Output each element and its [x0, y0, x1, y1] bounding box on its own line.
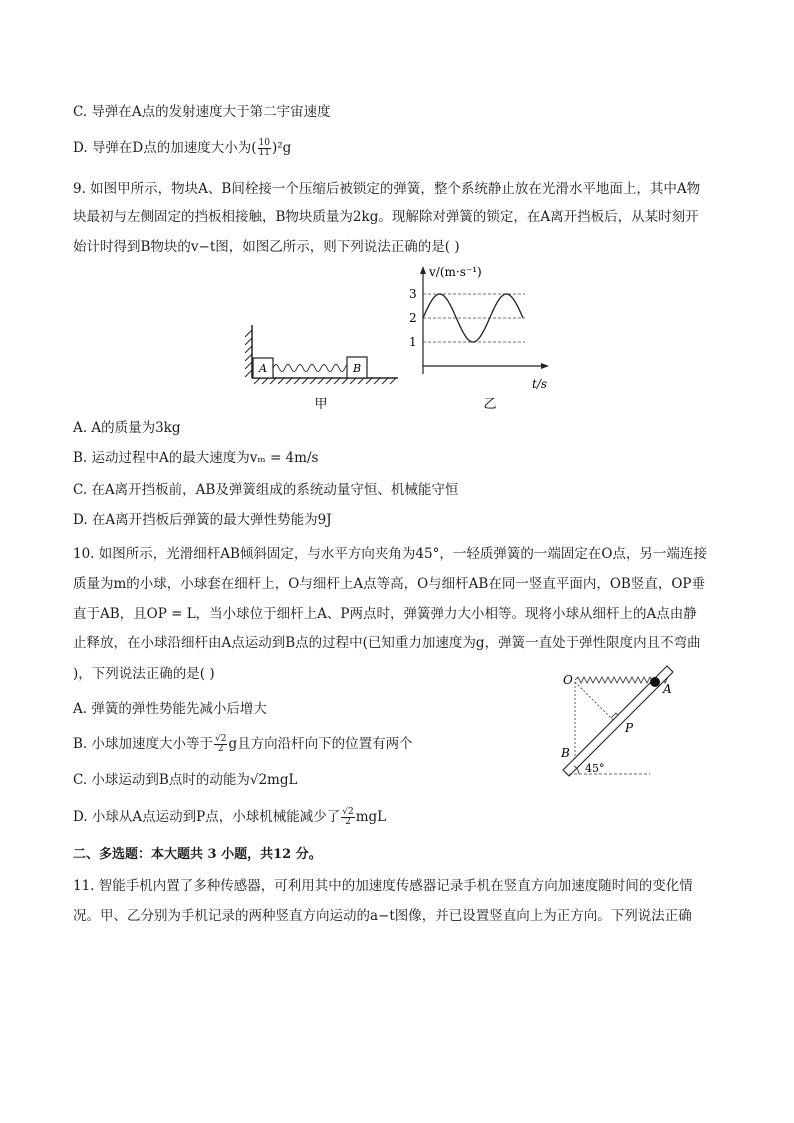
- q10-option-b-suffix: g且方向沿杆向下的位置有两个: [228, 736, 413, 752]
- q10-stem-line-1: 10. 如图所示，光滑细杆AB倾斜固定，与水平方向夹角为45°，一轻质弹簧的一端固定在O点，另一端连接: [73, 546, 707, 562]
- q8-option-d-fraction: [258, 139, 271, 158]
- section-heading-multiple-choice: 二、多选题：本大题共 3 小题，共12 分。: [73, 847, 322, 862]
- q10-stem-line-2: 质量为m的小球，小球套在细杆上，O与细杆上A点等高，O与细杆AB在同一竖直平面内，OB竖直，OP垂: [73, 576, 705, 592]
- y-tick-label-3: 3: [409, 287, 417, 301]
- q10-option-c: C. 小球运动到B点时的动能为√2mgL: [73, 772, 298, 788]
- y-axis-label: v/(m·s⁻¹): [429, 265, 482, 279]
- q8-fraction-denominator: 11: [258, 148, 270, 158]
- block-a-label: A: [259, 362, 267, 375]
- q9-stem-line-1: 9. 如图甲所示，物块A、B间栓接一个压缩后被锁定的弹簧，整个系统静止放在光滑水平地面上，其中A物: [73, 181, 701, 197]
- q9-option-d: D. 在A离开挡板后弹簧的最大弹性势能为9J: [73, 512, 332, 528]
- x-axis-label: t/s: [532, 377, 548, 391]
- block-b-label: B: [352, 362, 362, 375]
- q8-option-d-suffix: )²g: [271, 140, 292, 156]
- q10-option-d: [73, 808, 386, 827]
- q11-stem-line-2: 况。甲、乙分别为手机记录的两种竖直方向运动的a−t图像，并已设置竖直向上为正方向。下列说法正确: [73, 908, 692, 924]
- q9-figure-yi-vt-chart: [395, 262, 570, 412]
- point-p-label: P: [625, 721, 634, 735]
- q10-d-fraction-numerator: √2: [342, 807, 354, 817]
- q10-stem-line-3: 直于AB，且OP = L，当小球位于细杆上A、P两点时，弹簧弹力大小相等。现将小球从细杆上的A点由静: [73, 606, 697, 622]
- q10-option-d-suffix: mgL: [355, 809, 387, 825]
- q10-option-b-prefix: B. 小球加速度大小等于: [73, 736, 214, 752]
- q10-d-fraction-denominator: 2: [345, 817, 351, 827]
- q9-option-a: A. A的质量为3kg: [73, 420, 181, 436]
- x-axis-arrow: [541, 363, 549, 369]
- y-axis-arrow: [420, 266, 426, 274]
- q10-stem-line-5: )，下列说法正确的是( ): [73, 666, 215, 682]
- q8-fraction-numerator: 10: [258, 138, 270, 148]
- q11-stem-line-1: 11. 智能手机内置了多种传感器，可利用其中的加速度传感器记录手机在竖直方向加速度随时间的变化情: [73, 878, 693, 894]
- q10-b-fraction-numerator: √2: [215, 734, 227, 744]
- figure-jia-caption: 甲: [314, 397, 328, 412]
- q10-figure-rod: [555, 662, 685, 787]
- y-tick-label-1: 1: [409, 335, 417, 349]
- q10-option-d-fraction: [341, 808, 354, 827]
- q10-option-a: A. 弹簧的弹性势能先减小后增大: [73, 701, 267, 717]
- point-b-label: B: [561, 746, 570, 760]
- ball: [650, 677, 660, 687]
- q10-b-fraction-denominator: 2: [217, 744, 224, 754]
- q10-stem-line-4: 止释放，在小球沿细杆由A点运动到B点的过程中(已知重力加速度为g，弹簧一直处于弹性限度内且不弯曲: [73, 635, 701, 651]
- y-tick-label-2: 2: [409, 311, 417, 325]
- q9-stem-line-2: 块最初与左侧固定的挡板相接触，B物块质量为2kg。现解除对弹簧的锁定，在A离开挡板后，从某时刻开: [73, 209, 699, 225]
- q9-figure-jia: [230, 320, 405, 415]
- q9-option-c: C. 在A离开挡板前，AB及弹簧组成的系统动量守恒、机械能守恒: [73, 482, 459, 498]
- q10-option-b: [73, 735, 413, 754]
- q9-stem-line-3: 始计时得到B物块的v−t图，如图乙所示，则下列说法正确的是( ): [73, 239, 460, 255]
- figure-yi-caption: 乙: [483, 397, 497, 412]
- point-a-label: A: [663, 682, 672, 696]
- q8-option-c: C. 导弹在A点的发射速度大于第二宇宙速度: [73, 104, 331, 120]
- line-op: [575, 682, 616, 723]
- q8-option-d-prefix: D. 导弹在D点的加速度大小为(: [73, 140, 257, 156]
- angle-label: 45°: [585, 762, 605, 775]
- q8-option-d: [73, 139, 291, 158]
- point-o-label: O: [563, 673, 573, 687]
- q9-option-b: B. 运动过程中A的最大速度为vₘ = 4m/s: [73, 450, 319, 466]
- q10-option-b-fraction: [214, 735, 227, 754]
- q10-option-d-prefix: D. 小球从A点运动到P点，小球机械能减少了: [73, 809, 341, 825]
